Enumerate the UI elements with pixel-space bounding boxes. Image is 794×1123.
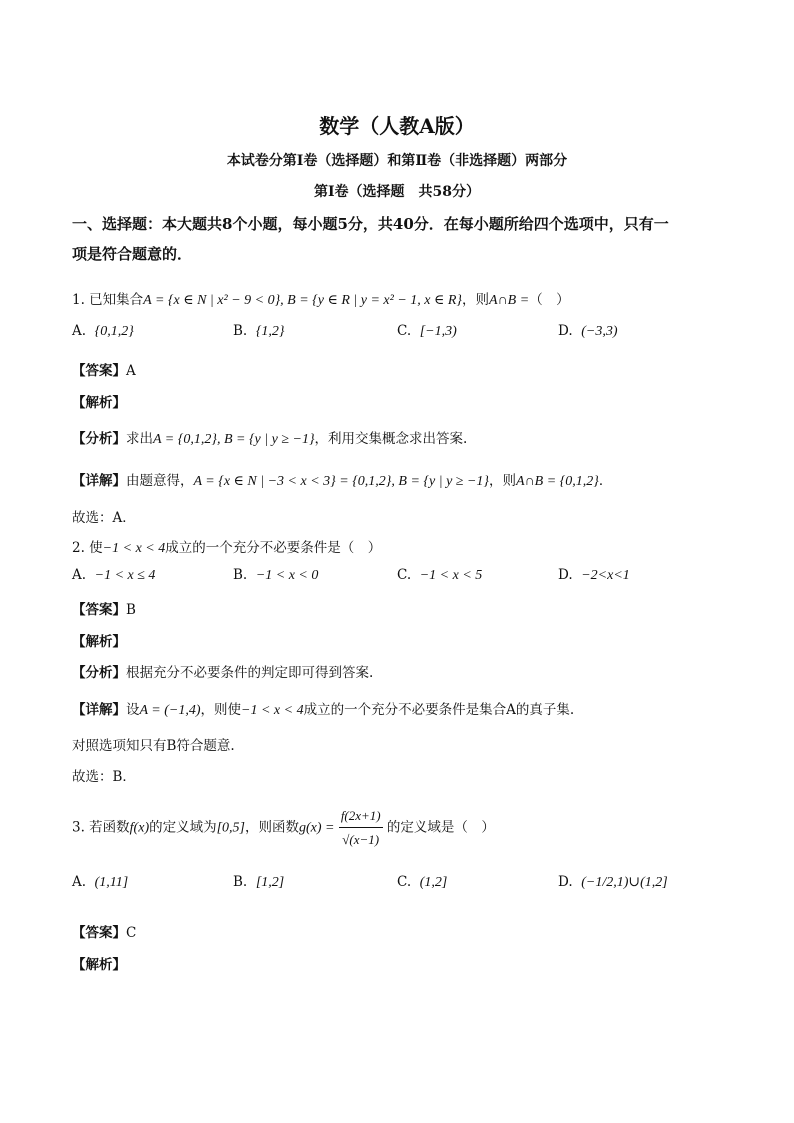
xiangjie-end: 成立的一个充分不必要条件是集合A的真子集.	[303, 702, 575, 718]
fenxi-prefix: 求出	[126, 431, 153, 447]
option-value: (1,2]	[419, 875, 448, 890]
q2-analysis	[72, 630, 126, 650]
fenxi-tag: 【分析】	[72, 431, 126, 447]
q3-stem-math2: [0,5]	[216, 820, 246, 836]
option-label: C.	[397, 874, 412, 890]
xiangjie-prefix: 由题意得，	[126, 473, 194, 489]
fenxi-tag: 【分析】	[72, 665, 126, 681]
option-label: B.	[233, 874, 248, 890]
q3-option-d	[558, 874, 668, 891]
q1-stem-prefix: 1. 已知集合	[72, 292, 144, 308]
xiangjie-tag: 【详解】	[72, 473, 126, 489]
q2-option-d	[558, 567, 630, 584]
option-value: −1 < x ≤ 4	[94, 568, 156, 583]
option-value: (1,11]	[94, 875, 129, 890]
section-heading-line2: 项是符合题意的．	[72, 245, 193, 263]
q2-stem-math: −1 < x < 4	[102, 541, 166, 556]
option-label: B.	[233, 323, 248, 339]
option-value: −2<x<1	[581, 568, 630, 583]
option-value: [1,2]	[255, 875, 285, 890]
q1-answer	[72, 359, 136, 379]
xiangjie-tag: 【详解】	[72, 702, 126, 718]
xiangjie-math2: A∩B = {0,1,2}	[516, 474, 599, 489]
option-label: A.	[72, 567, 87, 583]
q2-extra: 对照选项知只有B符合题意.	[72, 738, 235, 754]
q1-stem-suffix: ，则	[462, 292, 490, 308]
option-value: −1 < x < 0	[255, 568, 319, 583]
fenxi-suffix: ，利用交集概念求出答案.	[314, 431, 468, 447]
q2-conclusion: 故选：B．	[72, 769, 136, 785]
q3-option-a	[72, 874, 128, 891]
q1-option-a	[72, 323, 134, 340]
q3-stem-math3: g(x) =	[299, 820, 335, 836]
part-heading: 第Ⅰ卷（选择题 共58分）	[313, 184, 481, 200]
q1-stem-end: （ ）	[529, 292, 570, 308]
xiangjie-math2: −1 < x < 4	[241, 703, 304, 718]
option-value: (−3,3)	[581, 324, 618, 339]
q1-stem-math: A = {x ∈ N | x² − 9 < 0}, B = {y ∈ R | y = x² − 1, x ∈ R}	[143, 293, 463, 308]
option-label: C.	[397, 323, 412, 339]
q2-option-a	[72, 567, 155, 584]
option-value: (−1/2,1)∪(1,2]	[581, 875, 668, 890]
fenxi-math: A = {0,1,2}, B = {y | y ≥ −1}	[153, 432, 315, 447]
fenxi-text: 根据充分不必要条件的判定即可得到答案.	[126, 665, 374, 681]
q3-fraction	[339, 805, 383, 851]
option-label: A.	[72, 323, 87, 339]
q3-stem-prefix: 3. 若函数	[72, 819, 130, 836]
q3-stem-mid2: ，则函数	[245, 819, 300, 836]
q1-stem-math2: A∩B =	[489, 293, 530, 308]
q1-conclusion: 故选：A．	[72, 510, 136, 526]
q1-option-c	[397, 323, 457, 340]
xiangjie-prefix: 设	[126, 702, 140, 718]
q1-option-d	[558, 323, 618, 340]
page-subtitle: 本试卷分第Ⅰ卷（选择题）和第Ⅱ卷（非选择题）两部分	[226, 153, 568, 169]
question-3-stem	[72, 805, 495, 851]
question-1-stem	[72, 288, 570, 309]
q3-option-b	[233, 874, 284, 891]
option-label: D.	[558, 567, 573, 583]
xiangjie-mid: ，则使	[200, 702, 242, 718]
page-title: 数学（人教A版）	[319, 114, 475, 138]
q2-stem-suffix: 成立的一个充分不必要条件是（ ）	[165, 540, 382, 556]
analysis-tag: 【解析】	[72, 395, 126, 411]
option-value: [−1,3)	[419, 324, 457, 339]
q2-option-b	[233, 567, 318, 584]
section-heading-line1: 一、选择题：本大题共8个小题，每小题5分，共40分．在每小题所给四个选项中，只有一	[72, 215, 669, 233]
option-label: A.	[72, 874, 87, 890]
option-label: D.	[558, 323, 573, 339]
answer-value: C	[126, 925, 137, 941]
analysis-tag: 【解析】	[72, 957, 126, 973]
q3-stem-math1: f(x)	[129, 820, 150, 836]
answer-value: A	[126, 363, 136, 379]
q3-answer	[72, 921, 136, 941]
analysis-tag: 【解析】	[72, 634, 126, 650]
q3-option-c	[397, 874, 447, 891]
option-label: C.	[397, 567, 412, 583]
q1-xiangjie	[72, 469, 612, 490]
xiangjie-math: A = (−1,4)	[139, 703, 201, 718]
fraction-numerator: f(2x+1)	[340, 808, 381, 823]
option-value: −1 < x < 5	[419, 568, 483, 583]
q2-fenxi	[72, 661, 373, 681]
option-value: {0,1,2}	[94, 324, 134, 339]
q1-analysis	[72, 391, 126, 411]
q2-answer	[72, 598, 136, 618]
option-label: B.	[233, 567, 248, 583]
option-value: {1,2}	[255, 324, 285, 339]
option-label: D.	[558, 874, 573, 890]
xiangjie-math: A = {x ∈ N | −3 < x < 3} = {0,1,2}, B = {y | y ≥ −1}	[193, 474, 490, 489]
question-2-stem	[72, 536, 381, 557]
answer-tag: 【答案】	[72, 363, 126, 379]
answer-value: B	[126, 602, 136, 618]
fraction-denominator: √(x−1)	[339, 827, 383, 851]
q1-fenxi	[72, 427, 467, 448]
q3-stem-end: 的定义域是（ ）	[386, 819, 495, 836]
q3-stem-mid1: 的定义域为	[149, 819, 217, 836]
answer-tag: 【答案】	[72, 925, 126, 941]
xiangjie-end: ．	[598, 473, 613, 489]
q1-option-b	[233, 323, 285, 340]
q2-xiangjie	[72, 698, 574, 719]
q3-analysis	[72, 953, 126, 973]
q2-option-c	[397, 567, 482, 584]
q2-stem-prefix: 2. 使	[72, 540, 103, 556]
answer-tag: 【答案】	[72, 602, 126, 618]
xiangjie-mid: ，则	[489, 473, 517, 489]
